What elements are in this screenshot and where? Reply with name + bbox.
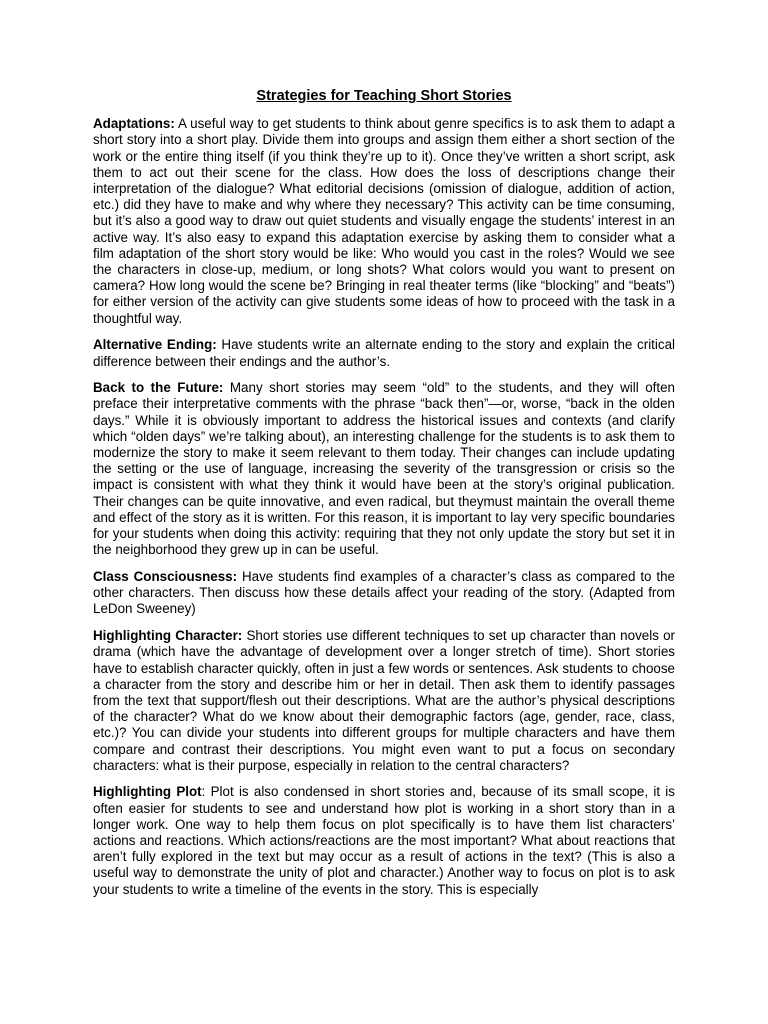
paragraph-body: Short stories use different techniques to set up character than novels or drama (which have the advantage of development over a longer stretch of time). Short stories have to establish character quickly, often in just a few words or sentences. Ask students to choose a character from the story and describe him or her in detail. Then ask them to identify passages from the text that support/flesh out their descriptions. What are the author’s physical descriptions of the character? What do we know about their demographic factors (age, gender, race, class, etc.)? You can divide your students into different groups for multiple characters and have them compare and contrast their descriptions. You might even want to put a focus on secondary characters: what is their purpose, especially in relation to the central characters? [93,628,675,773]
paragraph-body: : Plot is also condensed in short stories and, because of its small scope, it is often easier for students to see and understand how plot is working in a short story than in a longer work. One way to help them focus on plot specifically is to have them list characters’ actions and reactions. Which actions/reactions are the most important? What about reactions that aren’t fully explored in the text but may occur as a result of actions in the text? (This is also a useful way to demonstrate the unity of plot and character.) Another way to focus on plot is to ask your students to write a timeline of the events in the story. This is especially [93,784,675,897]
paragraph-heading: Adaptations: [93,116,175,132]
paragraph-body: Have students find examples of a character’s class as compared to the other characters. Then discuss how these details affect your reading of the story. (Adapted from LeDon Sweeney) [93,568,676,617]
paragraph-body: Have students write an alternate ending to the story and explain the critical difference between their endings and the author’s. [93,337,675,369]
paragraph-heading: Alternative Ending: [93,337,217,353]
paragraph-heading: Highlighting Character: [93,628,243,644]
paragraph-heading: Class Consciousness: [93,568,238,584]
paragraph-adaptations [93,116,675,327]
paragraph-highlighting-plot [93,784,675,897]
paragraph-highlighting-character [93,628,675,774]
paragraph-heading: Back to the Future: [93,380,224,396]
paragraph-heading: Highlighting Plot [93,784,202,800]
paragraph-class-consciousness [93,569,675,618]
paragraph-body: Many short stories may seem “old” to the students, and they will often preface their interpretative comments with the phrase “back then”—or, worse, “back in the olden days.” While it is obviously important to address the historical issues and contexts (and clarify which “olden days” we’re talking about), an interesting challenge for the students is to ask them to modernize the story to make it seem relevant to them today. Their changes can include updating the setting or the use of language, increasing the severity of the transgression or crisis so the impact is consistent with what they think it would have been at the story’s original publication. Their changes can be quite innovative, and even radical, but theymust maintain the overall theme and effect of the story as it is written. For this reason, it is important to lay very specific boundaries for your students when doing this activity: requiring that they not only update the story but set it in the neighborhood they grew up in can be useful. [93,380,675,558]
document-page [93,88,675,908]
paragraph-body: A useful way to get students to think about genre specifics is to ask them to adapt a short story into a short play. Divide them into groups and assign them either a short section of the work or the entire thing itself (if you think they’re up to it). Once they’ve written a short script, ask them to act out their scene for the class. How does the loss of descriptions change their interpretation of the dialogue? What editorial decisions (omission of dialogue, addition of action, etc.) did they have to make and why where they necessary? This activity can be time consuming, but it’s also a good way to draw out quiet students and visually engage the students’ interest in an active way. It’s also easy to expand this adaptation exercise by asking them to consider what a film adaptation of the short story would be like: Who would you cast in the roles? Would we see the characters in close-up, medium, or long shots? What colors would you want to present on camera? How long would the scene be? Bringing in real theater terms (like “blocking” and “beats”) for either version of the activity can give students some ideas of how to proceed with the task in a thoughtful way. [93,116,675,326]
document-title: Strategies for Teaching Short Stories [256,88,512,104]
paragraph-back-to-the-future [93,380,675,558]
paragraph-alternative-ending [93,337,675,369]
